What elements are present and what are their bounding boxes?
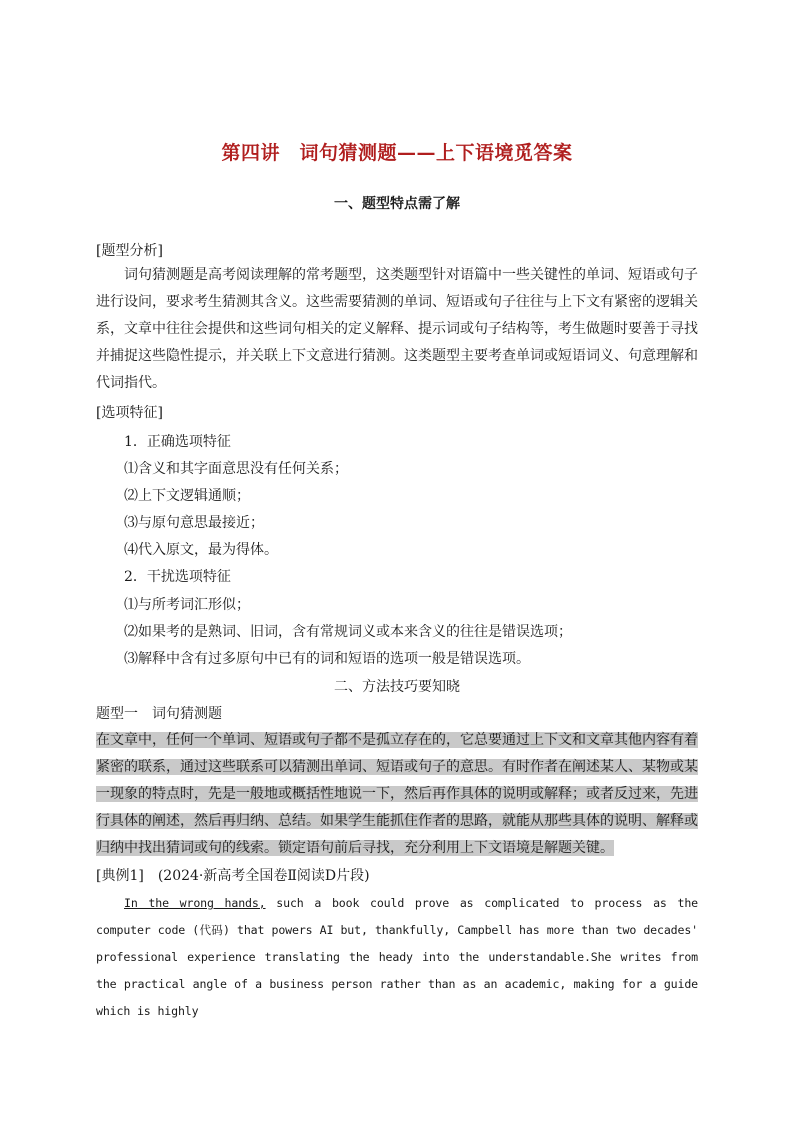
example-passage (96, 890, 698, 1025)
highlighted-paragraph (96, 727, 698, 862)
analysis-text: 词句猜测题是高考阅读理解的常考题型，这类题型针对语篇中一些关键性的单词、短语或句子进行设问，要求考生猜测其含义。这些需要猜测的单词、短语或句子往往与上下文有紧密的逻辑关系，文章中往往会提供和这些词句相关的定义解释、提示词或句子结构等，考生做题时要善于寻找并捕捉这些隐性提示，并关联上下文意进行猜测。这类题型主要考查单词或短语词义、句意理解和代词指代。 (96, 267, 698, 391)
list-item: ⑵上下文逻辑通顺； (124, 488, 250, 504)
distractor-options-heading: 2．干扰选项特征 (124, 569, 231, 585)
highlighted-text: 在文章中，任何一个单词、短语或句子都不是孤立存在的，它总要通过上下文和文章其他内容有着紧密的联系，通过这些联系可以猜测出单词、短语或句子的意思。有时作者在阐述某人、某物或某一现象的特点时，先是一般地或概括性地说一下，然后再作具体的说明或解释；或者反过来，先进行具体的阐述，然后再归纳、总结。如果学生能抓住作者的思路，就能从那些具体的说明、解释或归纳中找出猜词或句的线索。锁定语句前后寻找，充分利用上下文语境是解题关键。 (96, 732, 698, 856)
example-passage-text: such a book could prove as complicated to process as the computer code (代码) that powers AI but, thankfully, Campbell has more than two decades' professional experience translating the heady into the understandable.She writes from the practical angle of a business person rather than as an academic, making for a guide which is highly (96, 896, 698, 1018)
analysis-paragraph (96, 235, 698, 397)
analysis-label: [题型分析] (96, 243, 163, 259)
list-item: ⑴含义和其字面意思没有任何关系； (124, 461, 348, 477)
options-label: [选项特征] (96, 405, 163, 421)
page-title: 第四讲 词句猜测题——上下语境觅答案 (221, 142, 573, 164)
correct-options-heading: 1．正确选项特征 (124, 434, 231, 450)
section-heading-features: 一、题型特点需了解 (334, 196, 460, 212)
list-item: ⑵如果考的是熟词、旧词，含有常规词义或本来含义的往往是错误选项； (124, 624, 572, 640)
section-heading-methods: 二、方法技巧要知晓 (334, 679, 460, 695)
list-item: ⑷代入原文，最为得体。 (124, 542, 278, 558)
list-item: ⑴与所考词汇形似； (124, 597, 250, 613)
list-item: ⑶解释中含有过多原句中已有的词和短语的选项一般是错误选项。 (124, 651, 530, 667)
type1-label: 题型一 词句猜测题 (96, 706, 222, 722)
underlined-phrase: In the wrong hands, (124, 896, 266, 910)
example-label: [典例1] (2024·新高考全国卷Ⅱ阅读D片段) (96, 868, 370, 884)
list-item: ⑶与原句意思最接近； (124, 515, 264, 531)
